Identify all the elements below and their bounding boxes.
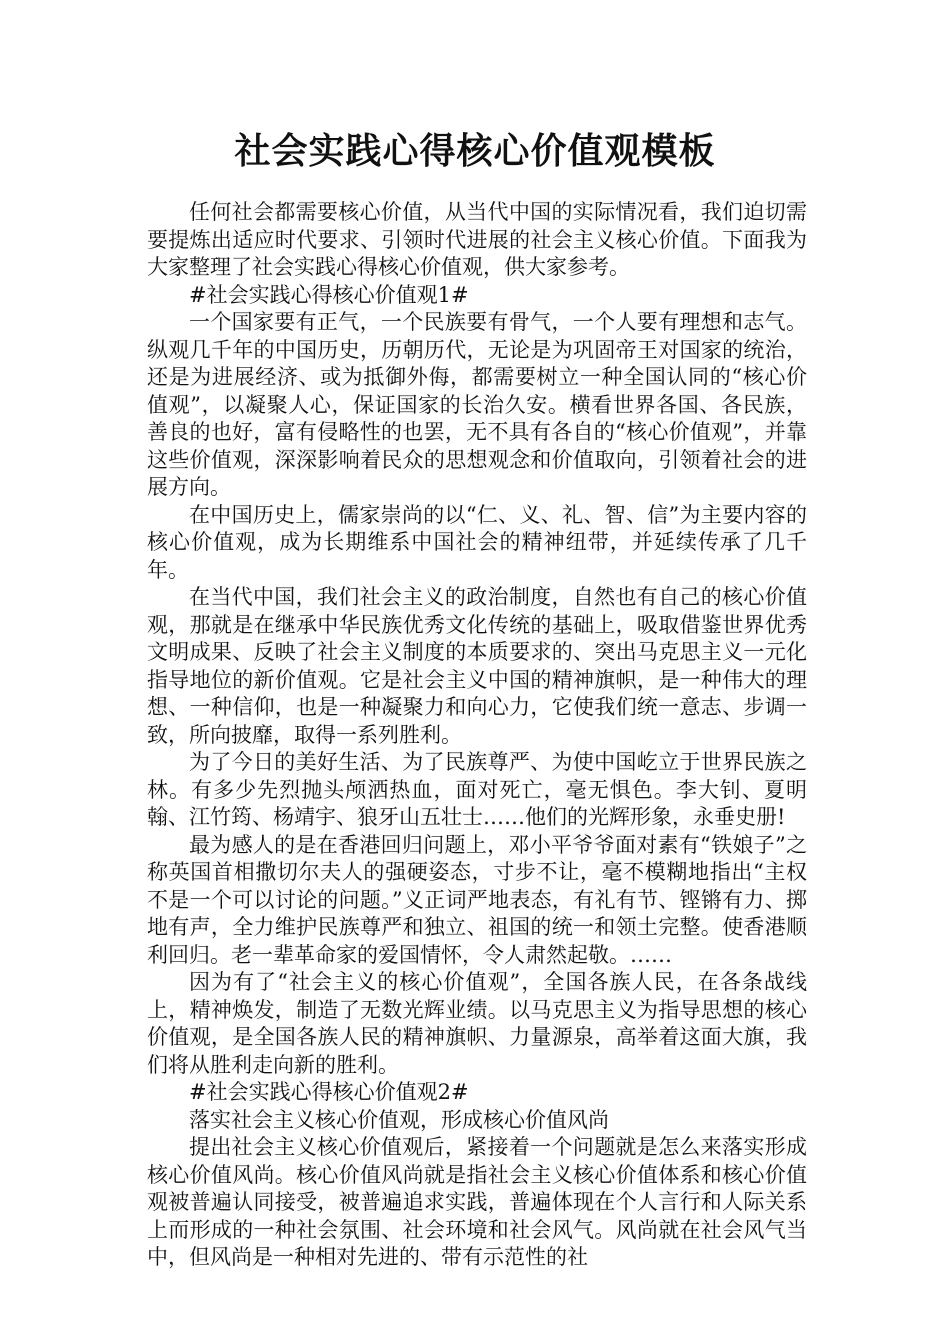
- paragraph: 在中国历史上，儒家崇尚的以“仁、义、礼、智、信”为主要内容的核心价值观，成为长期维系中国社会的精神纽带，并延续传承了几千年。: [147, 502, 807, 582]
- subheading: 落实社会主义核心价值观，形成核心价值风尚: [189, 1107, 609, 1132]
- paragraph: 提出社会主义核心价值观后，紧接着一个问题就是怎么来落实形成核心价值风尚。核心价值风尚就是指社会主义核心价值体系和核心价值观被普遍认同接受，被普遍追求实践，普遍体现在个人言行和人际关系上而形成的一种社会氛围、社会环境和社会风气。风尚就在社会风气当中，但风尚是一种相对先进的、带有示范性的社: [147, 1135, 807, 1269]
- paragraph: 最为感人的是在香港回归问题上，邓小平爷爷面对素有“铁娘子”之称英国首相撒切尔夫人的强硬姿态，寸步不让，毫不模糊地指出“主权不是一个可以讨论的问题。”义正词严地表态，有礼有节、铿锵有力、掷地有声，全力维护民族尊严和独立、祖国的统一和领土完整。使香港顺利回归。老一辈革命家的爱国情怀，令人肃然起敬。……: [147, 832, 807, 967]
- section-heading-2: #社会实践心得核心价值观2#: [189, 1080, 469, 1104]
- paragraph: 一个国家要有正气，一个民族要有骨气，一个人要有理想和志气。纵观几千年的中国历史，历朝历代，无论是为巩固帝王对国家的统治，还是为进展经济、或为抵御外侮，都需要树立一种全国认同的“核心价值观”，以凝聚人心，保证国家的长治久安。横看世界各国、各民族，善良的也好，富有侵略性的也罢，无不具有各自的“核心价值观”，并靠这些价值观，深深影响着民众的思想观念和价值取向，引领着社会的进展方向。: [147, 310, 807, 499]
- paragraph: 为了今日的美好生活、为了民族尊严、为使中国屹立于世界民族之林。有多少先烈抛头颅洒热血，面对死亡，毫无惧色。李大钊、夏明翰、江竹筠、杨靖宇、狼牙山五壮士……他们的光辉形象，永垂史册!: [147, 750, 807, 829]
- document-title: 社会实践心得核心价值观模板: [234, 131, 716, 172]
- section-heading-1: #社会实践心得核心价值观1#: [189, 282, 469, 307]
- paragraph: 因为有了“社会主义的核心价值观”，全国各族人民，在各条战线上，精神焕发，制造了无数光辉业绩。以马克思主义为指导思想的核心价值观，是全国各族人民的精神旗帜、力量源泉，高举着这面大旗，我们将从胜利走向新的胜利。: [147, 970, 807, 1077]
- document-body: [147, 199, 807, 1272]
- paragraph-intro: 任何社会都需要核心价值，从当代中国的实际情况看，我们迫切需要提炼出适应时代要求、引领时代进展的社会主义核心价值。下面我为大家整理了社会实践心得核心价值观，供大家参考。: [147, 200, 807, 279]
- paragraph: 在当代中国，我们社会主义的政治制度，自然也有自己的核心价值观，那就是在继承中华民族优秀文化传统的基础上，吸取借鉴世界优秀文明成果、反映了社会主义制度的本质要求的、突出马克思主义一元化指导地位的新价值观。它是社会主义中国的精神旗帜，是一种伟大的理想、一种信仰，也是一种凝聚力和向心力，它使我们统一意志、步调一致，所向披靡，取得一系列胜利。: [147, 585, 807, 747]
